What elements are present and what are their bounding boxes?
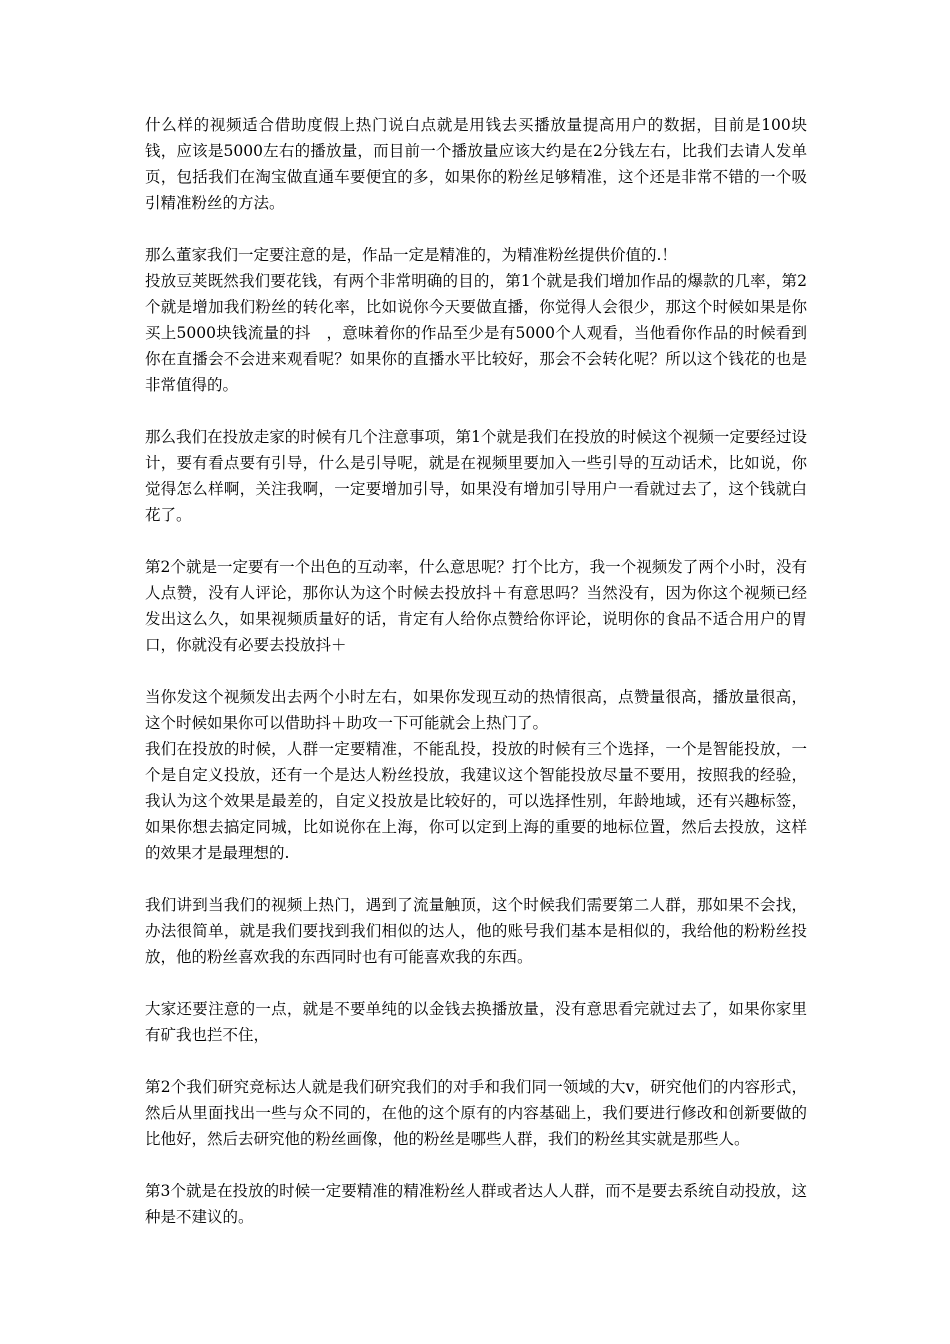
document-body <box>145 112 807 1230</box>
paragraph-9: 大家还要注意的一点，就是不要单纯的以金钱去换播放量，没有意思看完就过去了，如果你家里有矿我也拦不住， <box>145 1000 807 1044</box>
paragraph-11: 第3个就是在投放的时候一定要精准的精准粉丝人群或者达人人群，而不是要去系统自动投放，这种是不建议的。 <box>145 1182 807 1226</box>
paragraph-10: 第2个我们研究竞标达人就是我们研究我们的对手和我们同一领域的大v，研究他们的内容形式，然后从里面找出一些与众不同的，在他的这个原有的内容基础上，我们要进行修改和创新要做的比他好，然后去研究他的粉丝画像，他的粉丝是哪些人群，我们的粉丝其实就是那些人。 <box>145 1078 807 1148</box>
paragraph-6: 当你发这个视频发出去两个小时左右，如果你发现互动的热情很高，点赞量很高，播放量很高，这个时候如果你可以借助抖＋助攻一下可能就会上热门了。 <box>145 688 807 732</box>
paragraph-7: 我们在投放的时候，人群一定要精准，不能乱投，投放的时候有三个选择，一个是智能投放，一个是自定义投放，还有一个是达人粉丝投放，我建议这个智能投放尽量不要用，按照我的经验，我认为这个效果是最差的，自定义投放是比较好的，可以选择性别，年龄地域，还有兴趣标签，如果你想去搞定同城，比如说你在上海，你可以定到上海的重要的地标位置，然后去投放，这样的效果才是最理想的. <box>145 740 807 862</box>
paragraph-8: 我们讲到当我们的视频上热门，遇到了流量触顶，这个时候我们需要第二人群，那如果不会找，办法很简单，就是我们要找到我们相似的达人，他的账号我们基本是相似的，我给他的粉粉丝投放，他的粉丝喜欢我的东西同时也有可能喜欢我的东西。 <box>145 896 807 966</box>
paragraph-2: 那么董家我们一定要注意的是，作品一定是精准的，为精准粉丝提供价值的.！ <box>145 246 677 264</box>
paragraph-4: 那么我们在投放走家的时候有几个注意事项，第1个就是我们在投放的时候这个视频一定要经过设计，要有看点要有引导，什么是引导呢，就是在视频里要加入一些引导的互动话术，比如说，你觉得怎么样啊，关注我啊，一定要增加引导，如果没有增加引导用户一看就过去了，这个钱就白花了。 <box>145 428 807 524</box>
paragraph-3: 投放豆荚既然我们要花钱，有两个非常明确的目的，第1个就是我们增加作品的爆款的几率，第2个就是增加我们粉丝的转化率，比如说你今天要做直播，你觉得人会很少，那这个时候如果是你买上5000块钱流量的抖 ，意味着你的作品至少是有5000个人观看，当他看你作品的时候看到你在直播会不会进来观看呢？如果你的直播水平比较好，那会不会转化呢？所以这个钱花的也是非常值得的。 <box>145 272 807 394</box>
paragraph-5: 第2个就是一定要有一个出色的互动率，什么意思呢？打个比方，我一个视频发了两个小时，没有人点赞，没有人评论，那你认为这个时候去投放抖＋有意思吗？当然没有，因为你这个视频已经发出这么久，如果视频质量好的话，肯定有人给你点赞给你评论，说明你的食品不适合用户的胃口，你就没有必要去投放抖＋ <box>145 558 807 654</box>
paragraph-1: 什么样的视频适合借助度假上热门说白点就是用钱去买播放量提高用户的数据，目前是100块钱，应该是5000左右的播放量，而目前一个播放量应该大约是在2分钱左右，比我们去请人发单页，包括我们在淘宝做直通车要便宜的多，如果你的粉丝足够精准，这个还是非常不错的一个吸引精准粉丝的方法。 <box>145 116 807 212</box>
